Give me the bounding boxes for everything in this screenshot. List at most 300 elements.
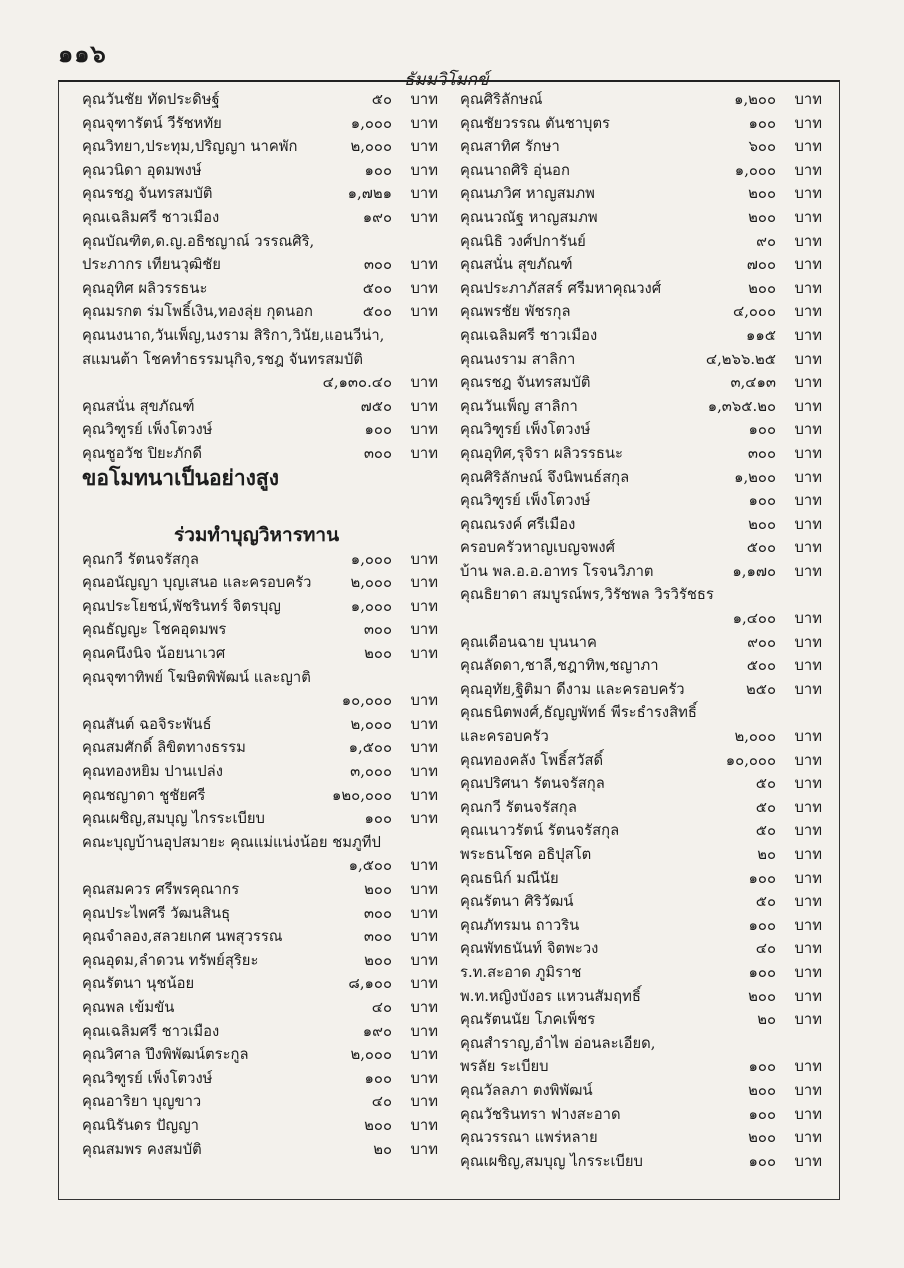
- donor-name: คุณนงราม สาลิกา: [460, 350, 576, 368]
- currency-unit: บาท: [410, 645, 438, 663]
- currency-unit: บาท: [794, 893, 822, 911]
- currency-unit: บาท: [410, 208, 438, 226]
- donor-name: คุณวัชรินทรา ฟางสะอาด: [460, 1105, 621, 1123]
- donation-amount: ๑,๕๐๐: [348, 857, 392, 875]
- currency-unit: บาท: [794, 350, 822, 368]
- section-spacer: [82, 489, 438, 524]
- currency-unit: บาท: [794, 1105, 822, 1123]
- donor-name: คุณพัทธนันท์ จิตพะวง: [460, 940, 599, 958]
- donor-name: ประภากร เทียนวุฒิชัย: [82, 256, 221, 274]
- currency-unit: บาท: [794, 444, 822, 462]
- donor-row: [82, 1020, 438, 1044]
- donor-name: คุณอุทัย,ฐิติมา ดีงาม และครอบครัว: [460, 680, 685, 698]
- donation-amount: ๒๐๐: [748, 1081, 776, 1099]
- donation-amount: ๗๐๐: [746, 256, 776, 274]
- donation-amount: ๙๐: [756, 232, 776, 250]
- donor-name: คุณพล เข้มขัน: [82, 998, 175, 1016]
- donor-row: [460, 466, 822, 490]
- donor-row: [460, 324, 822, 348]
- donor-row: [82, 395, 438, 419]
- donation-amount: ๒๐: [757, 1011, 776, 1029]
- donation-amount: ๒๐๐: [364, 1116, 392, 1134]
- donation-amount: ๒๐: [373, 1140, 392, 1158]
- currency-unit: บาท: [410, 1046, 438, 1064]
- currency-unit: บาท: [410, 1022, 438, 1040]
- vihara-heading: ร่วมทำบุญวิหารทาน: [174, 524, 340, 547]
- currency-unit: บาท: [794, 633, 822, 651]
- currency-unit: บาท: [794, 869, 822, 887]
- donor-row: [460, 961, 822, 985]
- donation-amount: ๑๐,๐๐๐: [725, 751, 776, 769]
- donor-row: [82, 348, 438, 372]
- currency-unit: บาท: [410, 185, 438, 203]
- donation-amount: ๑๐๐: [748, 1152, 776, 1170]
- donor-row: [82, 253, 438, 277]
- donor-name: คุณเฉลิมศรี ชาวเมือง: [82, 208, 220, 226]
- donation-amount: ๒,๐๐๐: [350, 715, 392, 733]
- donor-row: [460, 560, 822, 584]
- donor-row: [460, 159, 822, 183]
- donor-name: คุณทองหยิม ปานเปล่ง: [82, 763, 223, 781]
- donor-row: [82, 88, 438, 112]
- donor-name: คุณอุทิศ ผลิวรรธนะ: [82, 279, 208, 297]
- donation-amount: ๑๐๐: [364, 421, 392, 439]
- donor-row: [460, 536, 822, 560]
- donor-name: คุณนวณัฐ หาญสมภพ: [460, 208, 598, 226]
- donation-amount: ๒๐๐: [748, 515, 776, 533]
- donor-name: คุณนิธิ วงศ์ปการันย์: [460, 232, 586, 250]
- currency-unit: บาท: [794, 185, 822, 203]
- donor-row: [460, 1032, 822, 1056]
- donor-name: คุณชูอวัช ปิยะภักดี: [82, 444, 202, 462]
- donor-name: คุณณรงค์ ศรีเมือง: [460, 515, 576, 533]
- donation-amount: ๑๐๐: [748, 492, 776, 510]
- currency-unit: บาท: [410, 421, 438, 439]
- donation-amount: ๑,๒๐๐: [734, 91, 776, 108]
- donor-row: [82, 713, 438, 737]
- donor-name: คุณธิยาดา สมบูรณ์พร,วิรัชพล วิรวิรัชธร: [460, 586, 714, 604]
- donor-name: คุณจุฑาทิพย์ โฆษิตพิพัฒน์ และญาติ: [82, 668, 311, 686]
- currency-unit: บาท: [410, 621, 438, 639]
- donation-amount: ๔,๑๓๐.๔๐: [322, 374, 392, 392]
- donation-amount: ๑๙๐: [362, 208, 392, 226]
- donation-amount: ๒๐๐: [364, 645, 392, 663]
- donor-row: [82, 642, 438, 666]
- donor-row: [460, 796, 822, 820]
- donation-amount: ๑,๑๗๐: [732, 562, 776, 580]
- donation-amount: ๑๐๐: [748, 916, 776, 934]
- left-donor-column: [82, 88, 438, 1161]
- donor-row: [460, 230, 822, 254]
- donor-name: คุณวิฑูรย์ เพ็งโตวงษ์: [460, 492, 591, 510]
- currency-unit: บาท: [410, 114, 438, 132]
- currency-unit: บาท: [410, 692, 438, 710]
- donor-name: คุณสันต์ ฉอจิระพันธ์: [82, 715, 212, 733]
- currency-unit: บาท: [794, 208, 822, 226]
- currency-unit: บาท: [794, 303, 822, 321]
- currency-unit: บาท: [794, 256, 822, 274]
- currency-unit: บาท: [794, 421, 822, 439]
- currency-unit: บาท: [410, 1116, 438, 1134]
- donation-amount: ๕๐: [755, 893, 776, 911]
- donor-row: [460, 867, 822, 891]
- donor-name: คุณเผชิญ,สมบุญ ไกรระเบียบ: [82, 810, 265, 828]
- donor-name: คุณวิฑูรย์ เพ็งโตวงษ์: [460, 421, 591, 439]
- donor-name: คุณรัตนา ศิริวัฒน์: [460, 893, 574, 911]
- donation-amount: ๑๐๐: [364, 1069, 392, 1087]
- currency-unit: บาท: [794, 279, 822, 297]
- donation-amount: ๑๒๐,๐๐๐: [332, 786, 392, 804]
- currency-unit: บาท: [794, 940, 822, 958]
- donor-row: [460, 1103, 822, 1127]
- currency-unit: บาท: [794, 492, 822, 510]
- currency-unit: บาท: [410, 138, 438, 156]
- donation-amount: ๖๐๐: [748, 138, 776, 156]
- donor-row: [82, 548, 438, 572]
- donor-row: [82, 831, 438, 855]
- donation-amount: ๔๐: [371, 1093, 392, 1111]
- donation-amount: ๑,๔๐๐: [732, 610, 776, 628]
- currency-unit: บาท: [794, 751, 822, 769]
- currency-unit: บาท: [410, 597, 438, 615]
- currency-unit: บาท: [410, 550, 438, 568]
- donor-name: คุณรชฎ จันทรสมบัติ: [82, 185, 213, 203]
- donor-name: คุณรัตนนัย โภคเพ็ชร: [460, 1011, 596, 1029]
- currency-unit: บาท: [794, 161, 822, 179]
- currency-unit: บาท: [794, 326, 822, 344]
- donor-name: คุณรัตนา นุชน้อย: [82, 975, 195, 993]
- currency-unit: บาท: [410, 786, 438, 804]
- donation-amount: ๒๐๐: [748, 185, 776, 203]
- donor-name: คุณคนึงนิจ น้อยนาเวศ: [82, 645, 226, 663]
- currency-unit: บาท: [794, 1152, 822, 1170]
- donor-row: [82, 277, 438, 301]
- currency-unit: บาท: [410, 303, 438, 321]
- donation-amount: ๘,๑๐๐: [348, 975, 392, 993]
- donor-name: คุณวิฑูรย์ เพ็งโตวงษ์: [82, 1069, 213, 1087]
- donor-name: สแมนต้า โชคทำธรรมนุกิจ,รชฎ จันทรสมบัติ: [82, 350, 364, 368]
- donation-amount: ๒๕๐: [746, 680, 776, 698]
- donor-name: คุณนงนาถ,วันเพ็ญ,นงราม สิริกา,วินัย,แอนวีน่า,: [82, 326, 385, 344]
- vihara-heading-row: [82, 524, 438, 548]
- currency-unit: บาท: [794, 138, 822, 156]
- donor-name: คุณภัทรมน ถาวริน: [460, 916, 580, 934]
- donor-row: [460, 937, 822, 961]
- donor-name: คุณศิริลักษณ์: [460, 91, 543, 108]
- currency-unit: บาท: [410, 857, 438, 875]
- currency-unit: บาท: [410, 444, 438, 462]
- page-number: ๑๑๖: [58, 39, 107, 68]
- donation-amount: ๓,๐๐๐: [350, 763, 392, 781]
- anumodana-heading: ขอโมทนาเป็นอย่างสูง: [82, 464, 279, 490]
- currency-unit: บาท: [794, 114, 822, 132]
- donor-row: [460, 88, 822, 112]
- currency-unit: บาท: [794, 515, 822, 533]
- donor-row: [82, 206, 438, 230]
- donor-name: คุณเฉลิมศรี ชาวเมือง: [460, 326, 598, 344]
- currency-unit: บาท: [410, 279, 438, 297]
- donor-row: [460, 135, 822, 159]
- donation-amount: ๑๐๐: [364, 161, 392, 179]
- donation-amount: ๒๐๐: [364, 881, 392, 898]
- currency-unit: บาท: [410, 715, 438, 733]
- donor-name: คุณบัณฑิต,ด.ญ.อธิชญาณ์ วรรณศิริ,: [82, 232, 315, 250]
- donor-name: คุณวิฑูรย์ เพ็งโตวงษ์: [82, 421, 213, 439]
- currency-unit: บาท: [410, 810, 438, 828]
- currency-unit: บาท: [794, 963, 822, 981]
- donor-row: [82, 418, 438, 442]
- donation-amount: ๕๐๐: [746, 657, 776, 675]
- currency-unit: บาท: [794, 1058, 822, 1076]
- donor-row: [460, 513, 822, 537]
- currency-unit: บาท: [794, 657, 822, 675]
- donation-amount: ๗๕๐: [360, 397, 392, 415]
- donation-amount: ๓๐๐: [363, 904, 392, 922]
- donor-row: [82, 996, 438, 1020]
- currency-unit: บาท: [794, 91, 822, 108]
- donor-row: [460, 749, 822, 773]
- donor-row: [82, 925, 438, 949]
- donor-row: [82, 784, 438, 808]
- donation-amount: ๑๐,๐๐๐: [341, 692, 392, 710]
- donation-amount: ๓๐๐: [363, 256, 392, 274]
- donation-amount: ๒,๐๐๐: [734, 728, 776, 746]
- donor-row: [82, 135, 438, 159]
- currency-unit: บาท: [410, 763, 438, 781]
- donor-row: [82, 689, 438, 713]
- donor-name: คุณทองคลัง โพธิ์สวัสดิ์: [460, 751, 604, 769]
- donor-row: [82, 1114, 438, 1138]
- currency-unit: บาท: [794, 775, 822, 793]
- donation-amount: ๓๐๐: [363, 444, 392, 462]
- donor-row: [82, 230, 438, 254]
- donor-name: คุณรชฎ จันทรสมบัติ: [460, 374, 591, 392]
- currency-unit: บาท: [410, 904, 438, 922]
- donor-name: คุณชญาดา ชูชัยศรี: [82, 786, 206, 804]
- currency-unit: บาท: [794, 232, 822, 250]
- donor-name: พ.ท.หญิงบังอร แหวนสัมฤทธิ์: [460, 987, 641, 1005]
- donation-amount: ๑,๗๒๑: [347, 185, 392, 203]
- currency-unit: บาท: [794, 916, 822, 934]
- donation-amount: ๑๐๐: [748, 1105, 776, 1123]
- donor-row: [460, 206, 822, 230]
- donor-row: [460, 678, 822, 702]
- donor-name: บ้าน พล.อ.อ.อาทร โรจนวิภาต: [460, 562, 654, 580]
- donor-row: [82, 1043, 438, 1067]
- donation-amount: ๑,๕๐๐: [348, 739, 392, 757]
- donation-amount: ๕๐: [755, 798, 776, 816]
- donation-amount: ๕๐: [371, 91, 392, 108]
- donation-amount: ๕๐๐: [746, 539, 776, 557]
- donor-row: [82, 972, 438, 996]
- currency-unit: บาท: [410, 161, 438, 179]
- donor-row: [460, 843, 822, 867]
- donor-row: [460, 701, 822, 725]
- donor-name: คุณประไพศรี วัฒนสินธุ: [82, 904, 231, 922]
- right-donor-column: [460, 88, 822, 1173]
- donor-name: คุณสนั่น สุขภัณฑ์: [82, 397, 195, 415]
- donor-row: [460, 631, 822, 655]
- donation-amount: ๒๐๐: [748, 1129, 776, 1147]
- donor-row: [82, 807, 438, 831]
- currency-unit: บาท: [410, 1069, 438, 1087]
- currency-unit: บาท: [794, 680, 822, 698]
- donor-name: คุณปริศนา รัตนจรัสกุล: [460, 775, 605, 793]
- currency-unit: บาท: [410, 91, 438, 108]
- donor-name: คุณสมพร คงสมบัติ: [82, 1140, 202, 1158]
- donation-amount: ๑๐๐: [364, 810, 392, 828]
- donor-name: คุณวันชัย ทัดประดิษฐ์: [82, 91, 220, 108]
- donor-row: [460, 182, 822, 206]
- donor-name: คุณประโยชน์,พัชรินทร์ จิตรบุญ: [82, 597, 281, 615]
- donation-amount: ๑๐๐: [748, 114, 776, 132]
- donor-name: คุณกวี รัตนจรัสกุล: [82, 550, 199, 568]
- donor-name: ร.ท.สะอาด ภูมิราช: [460, 963, 582, 981]
- currency-unit: บาท: [410, 1093, 438, 1111]
- donor-row: [460, 442, 822, 466]
- donation-amount: ๑,๓๖๕.๒๐: [707, 397, 776, 415]
- donor-name: คุณจุฑารัตน์ วีรัชหทัย: [82, 114, 222, 132]
- currency-unit: บาท: [794, 798, 822, 816]
- donor-row: [460, 277, 822, 301]
- donor-name: คุณลัดดา,ชาลี,ชฎาทิพ,ชญาภา: [460, 657, 659, 675]
- donor-row: [82, 595, 438, 619]
- currency-unit: บาท: [410, 881, 438, 898]
- donor-name: คุณอุทิศ,รุจิรา ผลิวรรธนะ: [460, 444, 623, 462]
- currency-unit: บาท: [794, 1081, 822, 1099]
- donor-name: คุณสำราญ,อำไพ อ่อนละเอียด,: [460, 1034, 656, 1052]
- donor-row: [460, 772, 822, 796]
- donor-row: [82, 949, 438, 973]
- currency-unit: บาท: [794, 610, 822, 628]
- donor-row: [82, 760, 438, 784]
- donation-amount: ๕๐: [755, 822, 776, 840]
- donor-row: [460, 725, 822, 749]
- currency-unit: บาท: [794, 1129, 822, 1147]
- donor-name: คุณมรกต ร่มโพธิ์เงิน,ทองลุ่ย กุดนอก: [82, 303, 313, 321]
- donation-amount: ๑๙๐: [362, 1022, 392, 1040]
- donor-row: [460, 1150, 822, 1174]
- donation-amount: ๑๐๐: [748, 963, 776, 981]
- donor-name: พระธนโชค อธิปุสโต: [460, 846, 592, 863]
- donor-name: คุณวิศาล ปึงพิพัฒน์ตระกูล: [82, 1046, 249, 1064]
- donor-row: [460, 583, 822, 607]
- currency-unit: บาท: [794, 374, 822, 392]
- donor-row: [82, 618, 438, 642]
- donation-amount: ๒๐๐: [364, 951, 392, 969]
- donation-amount: ๕๐๐: [362, 303, 392, 321]
- donation-amount: ๒,๐๐๐: [350, 1046, 392, 1064]
- donation-amount: ๒,๐๐๐: [350, 574, 392, 592]
- donation-amount: ๑๐๐: [748, 421, 776, 439]
- donor-name: คุณชัยวรรณ ตันชาบุตร: [460, 114, 610, 132]
- donation-amount: ๓๐๐: [363, 928, 392, 946]
- donor-row: [82, 878, 438, 902]
- currency-unit: บาท: [794, 539, 822, 557]
- currency-unit: บาท: [794, 1011, 822, 1029]
- donor-name: คุณวิทยา,ประทุม,ปริญญา นาคพัก: [82, 138, 298, 156]
- donation-amount: ๑,๐๐๐: [350, 550, 392, 568]
- currency-unit: บาท: [410, 574, 438, 592]
- donor-row: [460, 348, 822, 372]
- donor-name: คุณจำลอง,สลวยเกศ นพสุวรรณ: [82, 928, 283, 946]
- donation-amount: ๓,๔๑๓: [730, 374, 776, 392]
- currency-unit: บาท: [410, 374, 438, 392]
- donor-name: คุณสมควร ศรีพรคุณากร: [82, 881, 240, 898]
- donor-name: คุณศิริลักษณ์ จึงนิพนธ์สกุล: [460, 468, 630, 486]
- donor-row: [82, 902, 438, 926]
- donor-name: คุณธัญญะ โชคอุดมพร: [82, 621, 227, 639]
- donation-amount: ๑๑๕: [746, 326, 776, 344]
- donation-amount: ๔,๐๐๐: [733, 303, 776, 321]
- donation-amount: ๒๐๐: [748, 208, 776, 226]
- donation-amount: ๔๐: [371, 998, 392, 1016]
- donation-amount: ๒๐: [757, 846, 776, 863]
- donor-name: คุณอนัญญา บุญเสนอ และครอบครัว: [82, 574, 312, 592]
- running-head: ธัมมวิโมกข์: [404, 70, 489, 90]
- donation-amount: ๔,๒๖๖.๒๕: [705, 350, 776, 368]
- currency-unit: บาท: [410, 1140, 438, 1158]
- currency-unit: บาท: [410, 998, 438, 1016]
- donation-amount: ๒๐๐: [748, 279, 776, 297]
- donor-row: [82, 442, 438, 466]
- donation-amount: ๓๐๐: [363, 621, 392, 639]
- donor-row: [82, 371, 438, 395]
- donor-row: [82, 300, 438, 324]
- donation-amount: ๑๐๐: [748, 869, 776, 887]
- donor-name: คุณสาทิศ รักษา: [460, 138, 560, 156]
- donation-amount: ๑,๐๐๐: [734, 161, 776, 179]
- donor-name: คุณเฉลิมศรี ชาวเมือง: [82, 1022, 220, 1040]
- donor-row: [460, 607, 822, 631]
- donor-name: คุณสมศักดิ์ ลิขิตทางธรรม: [82, 739, 246, 757]
- donor-row: [460, 1055, 822, 1079]
- donor-name: คุณพรชัย พัชรกุล: [460, 303, 571, 321]
- donor-row: [82, 736, 438, 760]
- donation-amount: ๔๐: [755, 940, 776, 958]
- donor-row: [460, 1126, 822, 1150]
- donor-name: คุณวันเพ็ญ สาลิกา: [460, 397, 578, 415]
- donor-row: [460, 253, 822, 277]
- donor-row: [460, 489, 822, 513]
- currency-unit: บาท: [794, 846, 822, 863]
- currency-unit: บาท: [410, 739, 438, 757]
- donation-amount: ๙๐๐: [747, 633, 776, 651]
- currency-unit: บาท: [794, 562, 822, 580]
- currency-unit: บาท: [794, 822, 822, 840]
- donor-row: [460, 819, 822, 843]
- donor-row: [82, 854, 438, 878]
- donor-row: [82, 324, 438, 348]
- donor-row: [82, 159, 438, 183]
- donor-name: คณะบุญบ้านอุปสมายะ คุณแม่แน่งน้อย ชมภูทีป: [82, 833, 381, 851]
- donor-name: คุณวรรณา แพร่หลาย: [460, 1129, 598, 1147]
- donor-name: คุณกวี รัตนจรัสกุล: [460, 798, 577, 816]
- donor-row: [460, 300, 822, 324]
- donor-name: คุณสนั่น สุขภัณฑ์: [460, 256, 573, 274]
- donor-name: พรลัย ระเบียบ: [460, 1058, 549, 1076]
- donor-row: [460, 1079, 822, 1103]
- donation-amount: ๑,๒๐๐: [734, 468, 776, 486]
- donor-row: [460, 371, 822, 395]
- donation-amount: ๒๐๐: [748, 987, 776, 1005]
- donor-row: [82, 666, 438, 690]
- donor-name: คุณเดือนฉาย บุนนาค: [460, 633, 597, 651]
- currency-unit: บาท: [794, 728, 822, 746]
- donor-row: [460, 1008, 822, 1032]
- currency-unit: บาท: [794, 397, 822, 415]
- donor-row: [82, 1067, 438, 1091]
